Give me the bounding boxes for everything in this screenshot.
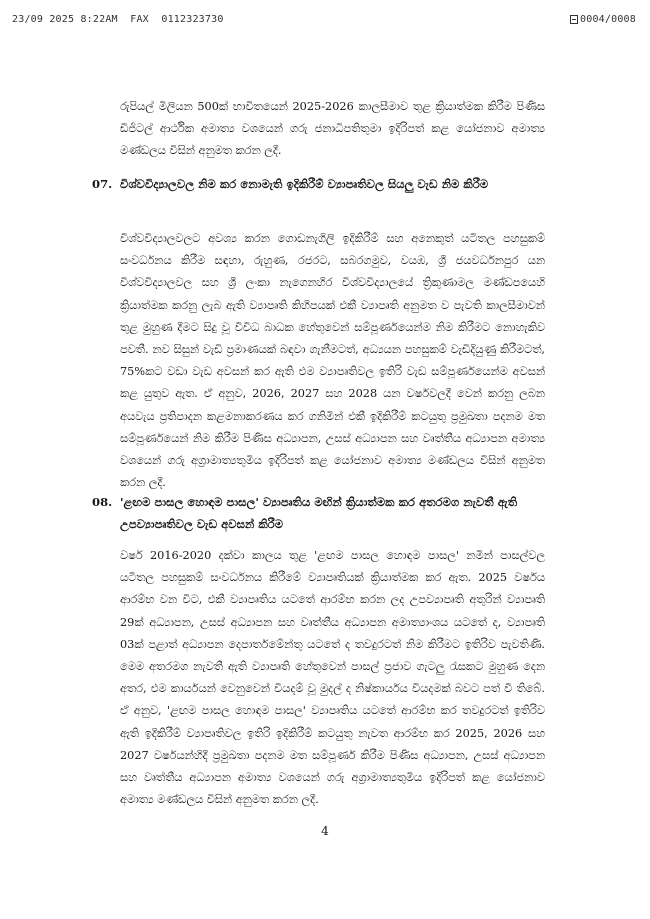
- fax-label: FAX: [130, 14, 149, 25]
- section-07-title: විශ්වවිද්‍යාලවල නිම කර නොමැති ඉදිකිරීම් ව්‍යාපෘතිවල සියලු වැඩ නිම කිරීම: [120, 177, 489, 191]
- section-08-number: 08.: [92, 495, 113, 509]
- fax-page-icon: [570, 15, 578, 24]
- fax-time: 8:22AM: [80, 14, 118, 25]
- fax-page-counter: [570, 14, 636, 25]
- page-number: 4: [321, 824, 329, 838]
- section-07-number: 07.: [92, 177, 113, 191]
- section-08-title: 'ළඟම පාසල හොඳම පාසල' ව්‍යාපෘතිය මඟින් ක්‍රියාත්මක කර අතරමග නැවතී ඇති උපව්‍යාපෘතිවල වැඩ අවසන් කිරීම: [120, 495, 518, 531]
- fax-transmission-line: [12, 14, 224, 25]
- section-08-body: වර්ෂ 2016-2020 දක්වා කාලය තුළ 'ළඟම පාසල හොඳම පාසල' නමින් පාසල්වල යටිතල පහසුකම් සංවර්ධනය කිරීමේ ව්‍යාපෘතියක් ක්‍රියාත්මක කර ඇත. 2025 වර්ෂය ආරම්භ වන විට, එකී ව්‍යාපෘතිය යටතේ ආරම්භ කරන ලද උපව්‍යාපෘති අතුරින් ව්‍යාපෘති 29ක් අධ්‍යාපන, උසස් අධ්‍යාපන සහ වෘත්තීය අධ්‍යාපන අමාත්‍යාංශය යටතේ ද, ව්‍යාපෘති 03ක් පළාත් අධ්‍යාපන දෙපාර්තමේන්තු යටතේ ද තවදුරටත් නිම කිරීමට ඉතිරිව පැවතිණි. මෙම අතරමග නැවතී ඇති ව්‍යාපෘති හේතුවෙන් පාසල් ප්‍රජාව ගැටලු රැසකට මුහුණ දෙන අතර, එම කාර්යයන් වෙනුවෙන් වියදම් වූ මුදල් ද නිෂ්කාර්යය වියදමක් බවට පත් වී තිබේ. ඒ අනුව, 'ළඟම පාසල හොඳම පාසල' ව්‍යාපෘතිය යටතේ ආරම්භ කර තවදුරටත් ඉතිරිව ඇති ඉදිකිරීම් ව්‍යාපෘතිවල ඉතිරි ඉදිකිරීම් කටයුතු නැවත ආරම්භ කර 2025, 2026 සහ 2027 වර්ෂයන්හිදී ප්‍රමුඛතා පදනම මත සම්පූර්ණ කිරීම පිණිස අධ්‍යාපන, උසස් අධ්‍යාපන සහ වෘත්තීය අධ්‍යාපන අමාත්‍ය වශයෙන් ගරු අග්‍රාමාත්‍යතුමිය ඉදිරිපත් කළ යෝජනාව අමාත්‍ය මණ්ඩලය විසින් අනුමත කරන ලදී.: [120, 549, 545, 807]
- fax-number: 0112323730: [161, 14, 224, 25]
- fax-date: 23/09 2025: [12, 14, 75, 25]
- fax-page-indicator: 0004/0008: [580, 14, 636, 25]
- section-07-body: විශ්වවිද්‍යාලවලට අවශ්‍ය කරන ගොඩනැගිලි ඉදිකිරීම් සහ අනෙකුත් යටිතල පහසුකම් සංවර්ධනය කිරීම සඳහා, රුහුණ, රජරට, සබරගමුව, වයඹ, ශ්‍රී ජයවර්ධනපුර යන විශ්වවිද්‍යාලවල සහ ශ්‍රී ලංකා නැගෙනහිර විශ්වවිද්‍යාලයේ ත්‍රිකුණාමල මණ්ඩපයෙහි ක්‍රියාත්මක කරනු ලැබ ඇති ව්‍යාපෘති කිහිපයක් එකී ව්‍යාපෘති අනුමත ව පැවති කාලසීමාවන් තුළ මුහුණ දීමට සිදු වූ විවිධ බාධක හේතුවෙන් සම්පූර්ණයෙන්ම නිම කිරීමට නොහැකිව පවතී. නව සිසුන් වැඩි ප්‍රමාණයක් බඳවා ගැනීමටත්, අධ්‍යයන පහසුකම් වැඩිදියුණු කිරීමටත්, 75%කට වඩා වැඩ අවසන් කර ඇති එම ව්‍යාපෘතිවල ඉතිරි වැඩ සම්පූර්ණයෙන්ම අවසන් කළ යුතුව ඇත. ඒ අනුව, 2026, 2027 සහ 2028 යන වර්ෂවලදී වෙන් කරනු ලබන අයවැය ප්‍රතිපාදන කළමනාකරණය කර ගනිමින් එකී ඉදිකිරීම් කටයුතු ප්‍රමුඛතා පදනම මත සම්පූර්ණයෙන් නිම කිරීම පිණිස අධ්‍යාපන, උසස් අධ්‍යාපන සහ වෘත්තීය අධ්‍යාපන අමාත්‍ය වශයෙන් ගරු අග්‍රාමාත්‍යතුමිය ඉදිරිපත් කළ යෝජනාව අමාත්‍ය මණ්ඩලය විසින් අනුමත කරන ලදී.: [120, 232, 545, 490]
- intro-paragraph: රුපියල් මිලියන 500ක් භාවිතයෙන් 2025-2026 කාලසීමාව තුළ ක්‍රියාත්මක කිරීම පිණිස ඩිජිටල් ආර්ථික අමාත්‍ය වශයෙන් ගරු ජනාධිපතිතුමා ඉදිරිපත් කළ යෝජනාව අමාත්‍ය මණ්ඩලය විසින් අනුමත කරන ලදී.: [120, 100, 545, 158]
